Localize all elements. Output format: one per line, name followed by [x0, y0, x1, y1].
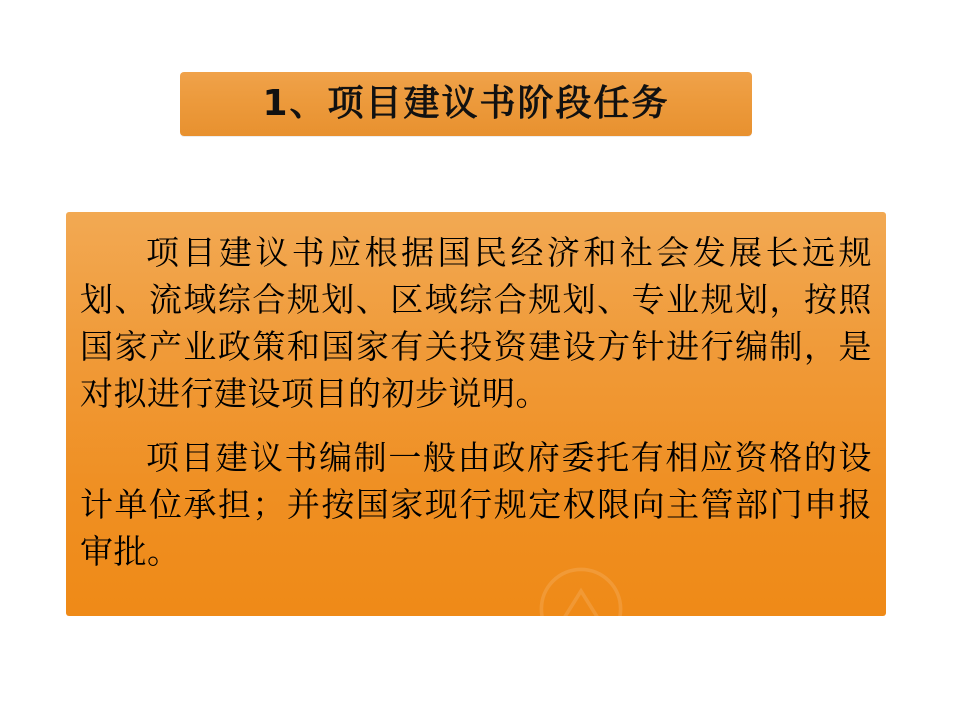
slide-title-banner: [180, 72, 752, 136]
body-paragraph-2: 项目建议书编制一般由政府委托有相应资格的设计单位承担；并按国家现行规定权限向主管部门申报审批。: [80, 438, 872, 572]
slide-body-panel: [66, 212, 886, 616]
page-title: 1、项目建议书阶段任务: [262, 83, 670, 124]
body-paragraph-1: 项目建议书应根据国民经济和社会发展长远规划、流域综合规划、区域综合规划、专业规划，按照国家产业政策和国家有关投资建设方针进行编制，是对拟进行建设项目的初步说明。: [80, 233, 872, 413]
watermark-icon: [536, 564, 626, 654]
